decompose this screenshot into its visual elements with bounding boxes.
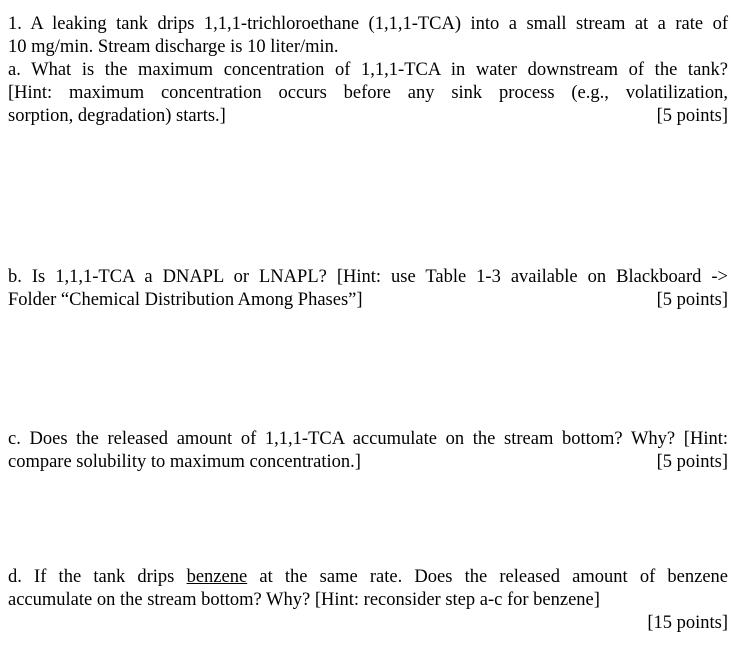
text-line: [Hint: maximum concentration occurs before any sink process (e.g., volatilization, (8, 83, 728, 103)
text-line: b. Is 1,1,1-TCA a DNAPL or LNAPL? [Hint: use Table 1-3 available on Blackboard -> (8, 267, 728, 287)
text-segment: at the same rate. Does the released amount of benzene (259, 567, 729, 587)
text-line: compare solubility to maximum concentration.] (8, 452, 361, 472)
underlined-word: benzene (186, 567, 248, 587)
part-c (8, 428, 728, 474)
question-1-intro (8, 13, 728, 59)
part-b (8, 266, 728, 312)
text-line: sorption, degradation) starts.] (8, 106, 226, 126)
text-line-with-points (8, 451, 728, 474)
points-label: [5 points] (656, 452, 728, 472)
points-label: [5 points] (656, 106, 728, 126)
text-line: a. What is the maximum concentration of 1,1,1-TCA in water downstream of the tank? (8, 60, 728, 80)
text-line-with-points (8, 289, 728, 312)
text-line: 10 mg/min. Stream discharge is 10 liter/min. (8, 37, 339, 57)
text-line: accumulate on the stream bottom? Why? [Hint: reconsider step a-c for benzene] (8, 590, 600, 610)
text-line: c. Does the released amount of 1,1,1-TCA accumulate on the stream bottom? Why? [Hint: (8, 429, 728, 449)
part-a (8, 59, 728, 128)
text-line (8, 566, 728, 589)
points-label: [5 points] (656, 290, 728, 310)
text-segment: d. If the tank drips (8, 567, 175, 587)
text-line: Folder “Chemical Distribution Among Phases”] (8, 290, 363, 310)
text-line: 1. A leaking tank drips 1,1,1-trichloroethane (1,1,1-TCA) into a small stream at a rate of (8, 14, 728, 34)
points-label: [15 points] (647, 613, 728, 633)
part-d (8, 566, 728, 635)
text-line-with-points (8, 105, 728, 128)
